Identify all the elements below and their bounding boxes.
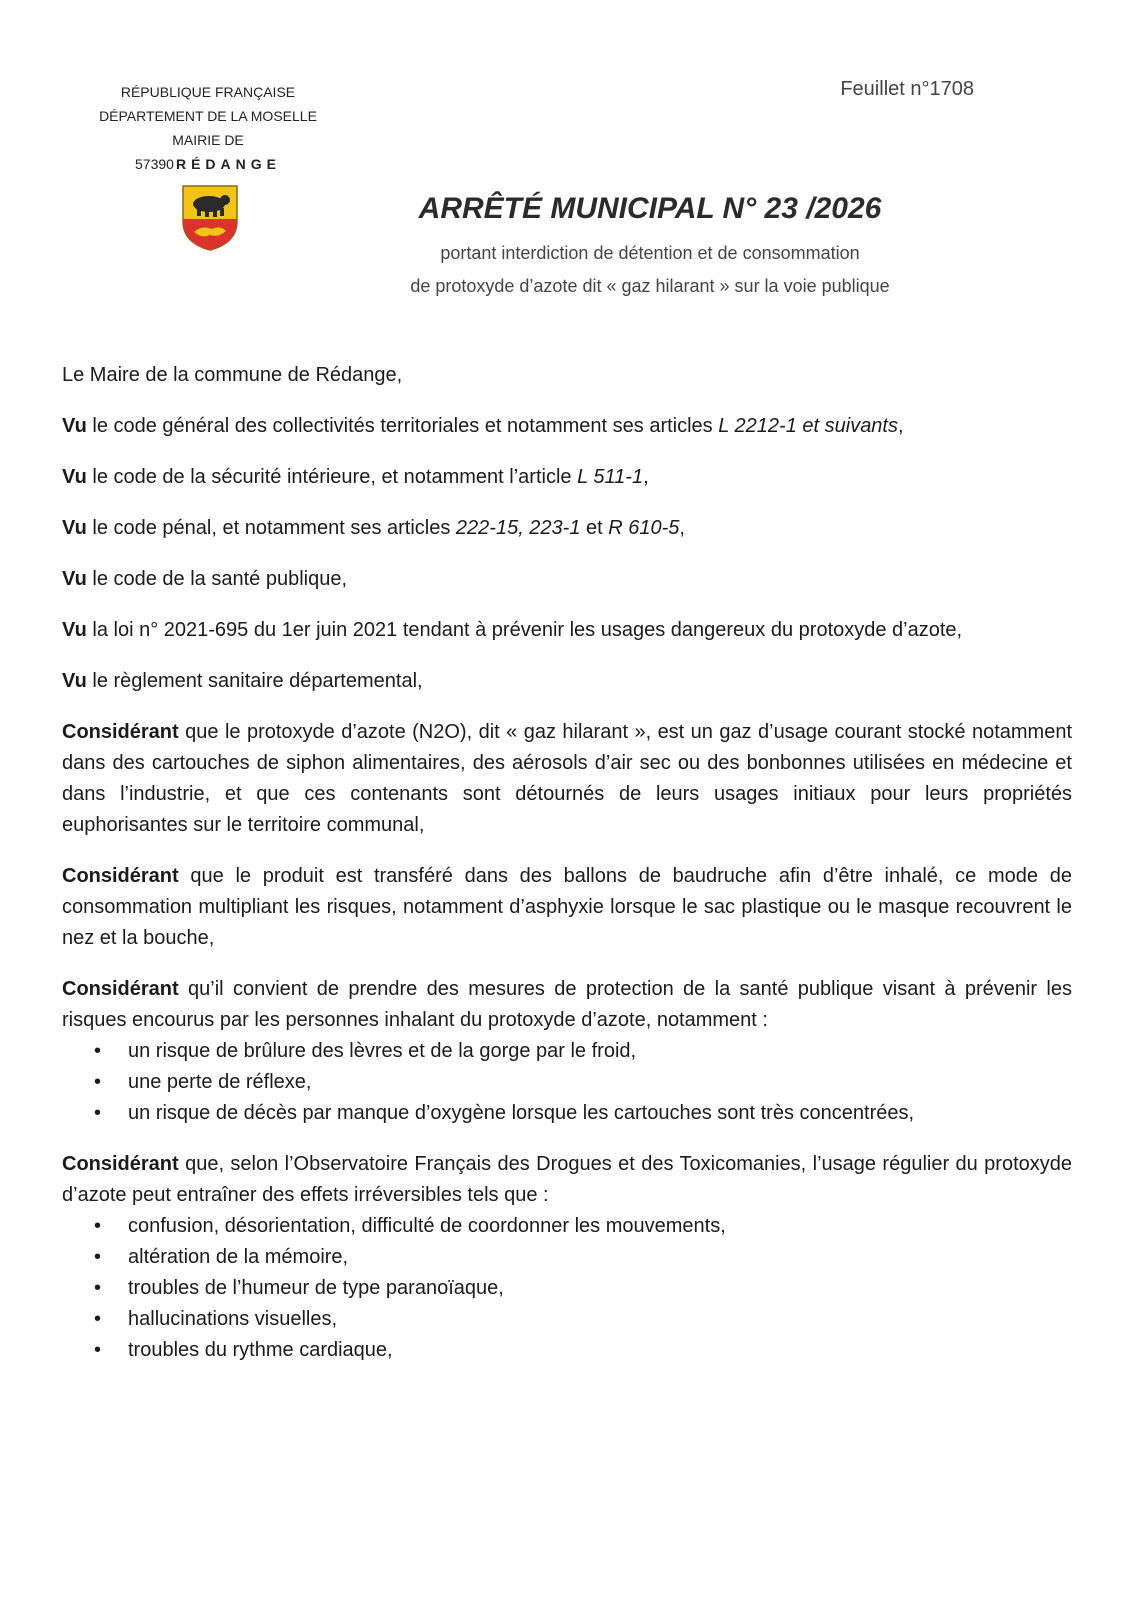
list-item: • une perte de réflexe, bbox=[62, 1067, 1072, 1098]
considerant-paragraph bbox=[62, 861, 1072, 954]
bullet-icon: • bbox=[94, 1215, 102, 1237]
document-body bbox=[62, 360, 1072, 1386]
considerant-paragraph bbox=[62, 717, 1072, 841]
vu-reference: 222-15, 223-1 bbox=[455, 517, 581, 539]
list-item: • troubles du rythme cardiaque, bbox=[62, 1335, 1072, 1366]
republic-line: RÉPUBLIQUE FRANÇAISE bbox=[120, 84, 296, 100]
department-line: DÉPARTEMENT DE LA MOSELLE bbox=[99, 108, 317, 124]
document-subtitle bbox=[360, 237, 940, 303]
bullet-icon: • bbox=[94, 1277, 102, 1299]
considerant-text: que le protoxyde d’azote (N2O), dit « gaz hilarant », est un gaz d’usage courant stocké notamment dans des cartouches de siphon alimentaires, des aérosols d’air sec ou des bonbonnes utilisées en médecine et dans l’industrie, et que ces contenants sont détournés de leurs usages initiaux pour leurs propriétés euphorisantes sur le territoire communal, bbox=[62, 721, 1072, 836]
considerant-paragraph bbox=[62, 1149, 1072, 1211]
vu-text: le code de la sécurité intérieure, et notamment l’article bbox=[86, 466, 578, 488]
vu-mid: et bbox=[580, 517, 609, 539]
risk-list bbox=[62, 1036, 1072, 1129]
postcode: 57390 bbox=[135, 156, 174, 172]
mairie-line: MAIRIE DE bbox=[172, 132, 244, 148]
list-item: • hallucinations visuelles, bbox=[62, 1304, 1072, 1335]
town-name: RÉDANGE bbox=[175, 156, 281, 172]
list-item: • confusion, désorientation, difficulté de coordonner les mouvements, bbox=[62, 1211, 1072, 1242]
vu-text: le code de la santé publique, bbox=[86, 568, 348, 590]
vu-reference: R 610-5 bbox=[608, 517, 680, 539]
considerant-lead: Considérant bbox=[62, 978, 179, 1000]
vu-paragraph bbox=[62, 411, 1072, 442]
vu-text: le code général des collectivités territoriales et notamment ses articles bbox=[86, 415, 719, 437]
considerant-lead: Considérant bbox=[62, 1153, 179, 1175]
bullet-icon: • bbox=[94, 1246, 102, 1268]
document-title: ARRÊTÉ MUNICIPAL N° 23 /2026 bbox=[418, 192, 882, 225]
list-item: • un risque de décès par manque d’oxygène lorsque les cartouches sont très concentrées, bbox=[62, 1098, 1072, 1129]
bullet-icon: • bbox=[94, 1040, 102, 1062]
vu-reference: L 511-1 bbox=[577, 466, 644, 488]
vu-paragraph bbox=[62, 564, 1072, 595]
bullet-icon: • bbox=[94, 1071, 102, 1093]
vu-text: le code pénal, et notamment ses articles bbox=[86, 517, 456, 539]
considerant-paragraph bbox=[62, 974, 1072, 1036]
vu-tail: , bbox=[679, 517, 685, 539]
considerant-text: qu’il convient de prendre des mesures de protection de la santé publique visant à prévenir les risques encourus par les personnes inhalant du protoxyde d’azote, notamment : bbox=[62, 978, 1072, 1031]
vu-reference: L 2212-1 et suivants bbox=[718, 415, 898, 437]
effects-list bbox=[62, 1211, 1072, 1366]
considerant-lead: Considérant bbox=[62, 721, 179, 743]
bullet-icon: • bbox=[94, 1102, 102, 1124]
sheet-number: Feuillet n°1708 bbox=[840, 78, 974, 100]
bullet-icon: • bbox=[94, 1339, 102, 1361]
vu-paragraph bbox=[62, 462, 1072, 493]
considerant-text: que, selon l’Observatoire Français des Drogues et des Toxicomanies, l’usage régulier du protoxyde d’azote peut entraîner des effets irréversibles tels que : bbox=[62, 1153, 1072, 1206]
issuer-header bbox=[78, 80, 338, 176]
considerant-text: que le produit est transféré dans des ballons de baudruche afin d’être inhalé, ce mode de consommation multipliant les risques, notamment d’asphyxie lorsque le sac plastique ou le masque recouvrent le nez et la bouche, bbox=[62, 865, 1072, 949]
considerant-lead: Considérant bbox=[62, 865, 179, 887]
vu-lead: Vu bbox=[62, 619, 87, 641]
vu-text: le règlement sanitaire départemental, bbox=[86, 670, 423, 692]
list-item: • troubles de l’humeur de type paranoïaque, bbox=[62, 1273, 1072, 1304]
list-item: • altération de la mémoire, bbox=[62, 1242, 1072, 1273]
vu-lead: Vu bbox=[62, 670, 87, 692]
list-item: • un risque de brûlure des lèvres et de la gorge par le froid, bbox=[62, 1036, 1072, 1067]
vu-lead: Vu bbox=[62, 466, 87, 488]
vu-tail: , bbox=[643, 466, 649, 488]
vu-tail: , bbox=[898, 415, 904, 437]
subtitle-line-2: de protoxyde d’azote dit « gaz hilarant » sur la voie publique bbox=[410, 276, 890, 296]
vu-paragraph bbox=[62, 666, 1072, 697]
vu-lead: Vu bbox=[62, 568, 87, 590]
bullet-icon: • bbox=[94, 1308, 102, 1330]
town-line bbox=[78, 152, 338, 176]
subtitle-line-1: portant interdiction de détention et de consommation bbox=[440, 243, 860, 263]
intro-paragraph: Le Maire de la commune de Rédange, bbox=[62, 364, 403, 386]
vu-paragraph bbox=[62, 615, 1072, 646]
vu-lead: Vu bbox=[62, 517, 87, 539]
vu-text: la loi n° 2021-695 du 1er juin 2021 tendant à prévenir les usages dangereux du protoxyde d’azote, bbox=[86, 619, 963, 641]
vu-paragraph bbox=[62, 513, 1072, 544]
coat-of-arms-icon bbox=[180, 183, 240, 253]
vu-lead: Vu bbox=[62, 415, 87, 437]
